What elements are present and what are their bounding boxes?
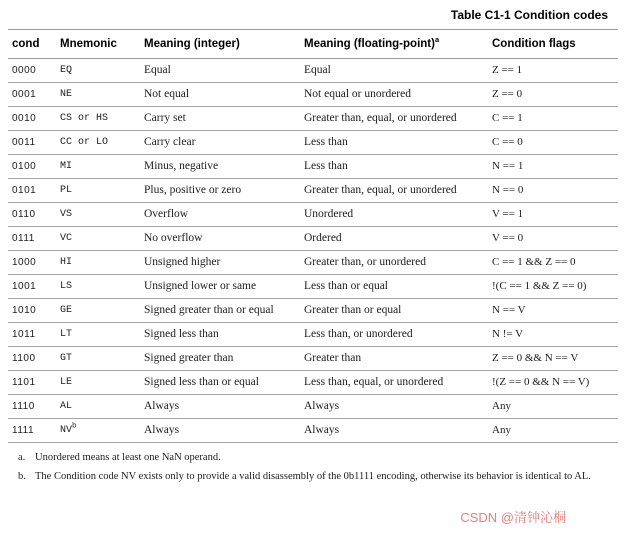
cell-text: 0110 [12, 208, 36, 220]
table-body [8, 59, 618, 443]
cell-meaning-floating-point [300, 107, 488, 131]
table-row [8, 179, 618, 203]
cell-cond [8, 83, 56, 107]
table-row [8, 227, 618, 251]
cell-meaning-floating-point [300, 419, 488, 443]
cell-condition-flags [488, 419, 618, 443]
cell-condition-flags [488, 395, 618, 419]
cell-meaning-floating-point [300, 299, 488, 323]
cell-cond [8, 419, 56, 443]
cell-text: LS [60, 280, 73, 292]
cell-meaning-integer [140, 395, 300, 419]
cell-text: Carry set [144, 112, 186, 124]
cell-text: CS or HS [60, 112, 109, 124]
cell-text: 0011 [12, 136, 36, 148]
table-row [8, 203, 618, 227]
cell-text: V == 0 [492, 232, 524, 244]
cell-text: PL [60, 184, 73, 196]
cell-text: 1101 [12, 376, 36, 388]
cell-cond [8, 203, 56, 227]
cell-text: AL [60, 400, 73, 412]
cell-text: Signed less than or equal [144, 376, 259, 388]
cell-text: VS [60, 208, 73, 220]
footnotes [18, 450, 593, 484]
table-row [8, 83, 618, 107]
cell-text: Not equal [144, 88, 190, 100]
cell-cond [8, 107, 56, 131]
cell-text: No overflow [144, 232, 203, 244]
cell-text: Plus, positive or zero [144, 184, 242, 196]
cell-condition-flags [488, 371, 618, 395]
cell-cond [8, 275, 56, 299]
cell-condition-flags [488, 347, 618, 371]
cell-meaning-integer [140, 299, 300, 323]
cell-text: Unordered [304, 208, 354, 220]
cell-meaning-integer [140, 227, 300, 251]
cell-condition-flags [488, 203, 618, 227]
cell-meaning-floating-point [300, 323, 488, 347]
cell-text: Always [144, 424, 180, 436]
cell-meaning-floating-point [300, 395, 488, 419]
cell-mnemonic [56, 395, 140, 419]
table-row [8, 347, 618, 371]
table-row [8, 275, 618, 299]
footnote-b [18, 469, 593, 484]
cell-mnemonic [56, 299, 140, 323]
footnote-a [18, 450, 593, 465]
cell-text: 1011 [12, 328, 36, 340]
cell-text: Greater than, or unordered [304, 256, 426, 268]
cell-text: Less than, equal, or unordered [304, 376, 444, 388]
header-condition-flags [488, 30, 618, 59]
cell-text: Greater than or equal [304, 304, 402, 316]
cell-meaning-integer [140, 179, 300, 203]
cell-meaning-integer [140, 83, 300, 107]
cell-mnemonic [56, 107, 140, 131]
header-row [8, 30, 618, 59]
cell-mnemonic [56, 155, 140, 179]
cell-cond [8, 155, 56, 179]
cell-meaning-floating-point [300, 155, 488, 179]
cell-text: 0000 [12, 64, 37, 76]
cell-text: Z == 1 [492, 64, 523, 76]
cell-meaning-floating-point [300, 59, 488, 83]
cell-condition-flags [488, 59, 618, 83]
footnote-text: The Condition code NV exists only to provide a valid disassembly of the 0b1111 encoding, otherwise its behavior is identical to AL. [35, 471, 591, 483]
cell-condition-flags [488, 179, 618, 203]
cell-text: Any [492, 424, 511, 436]
cell-meaning-integer [140, 107, 300, 131]
cell-text: LT [60, 328, 73, 340]
cell-mnemonic [56, 323, 140, 347]
cell-text: 1000 [12, 256, 37, 268]
condition-codes-table [8, 29, 618, 443]
cell-cond [8, 179, 56, 203]
cell-meaning-integer [140, 203, 300, 227]
cell-text: !(C == 1 && Z == 0) [492, 280, 587, 292]
cell-text: 1110 [12, 400, 35, 412]
header-label: Mnemonic [60, 38, 117, 50]
cell-cond [8, 59, 56, 83]
cell-meaning-integer [140, 419, 300, 443]
cell-meaning-integer [140, 251, 300, 275]
cell-text: MI [60, 160, 73, 172]
cell-mnemonic [56, 251, 140, 275]
cell-meaning-floating-point [300, 347, 488, 371]
header-cond [8, 30, 56, 59]
cell-condition-flags [488, 107, 618, 131]
cell-meaning-integer [140, 323, 300, 347]
cell-text: Unsigned higher [144, 256, 221, 268]
cell-text: Always [304, 400, 340, 412]
cell-text: Equal [304, 64, 331, 76]
cell-text: C == 1 && Z == 0 [492, 256, 576, 268]
table-row [8, 323, 618, 347]
cell-text: N == V [492, 304, 526, 316]
header-mnemonic [56, 30, 140, 59]
cell-meaning-floating-point [300, 83, 488, 107]
cell-text: Minus, negative [144, 160, 219, 172]
cell-text: VC [60, 232, 73, 244]
cell-text: CC or LO [60, 136, 109, 148]
cell-text: Less than [304, 160, 348, 172]
header-label: Condition flags [492, 38, 576, 50]
cell-text: Less than or equal [304, 280, 388, 292]
footnote-marker: b. [18, 471, 26, 483]
cell-text: Signed greater than [144, 352, 234, 364]
cell-text: N == 1 [492, 160, 524, 172]
cell-cond [8, 299, 56, 323]
cell-meaning-floating-point [300, 203, 488, 227]
cell-text: C == 1 [492, 112, 523, 124]
header-meaning-integer [140, 30, 300, 59]
cell-text: Greater than, equal, or unordered [304, 184, 457, 196]
table-row [8, 59, 618, 83]
cell-mnemonic [56, 131, 140, 155]
cell-mnemonic [56, 227, 140, 251]
cell-mnemonic [56, 83, 140, 107]
cell-text: Overflow [144, 208, 189, 220]
cell-mnemonic [56, 371, 140, 395]
cell-text: LE [60, 376, 73, 388]
cell-cond [8, 131, 56, 155]
cell-text: EQ [60, 64, 73, 76]
cell-text: GE [60, 304, 73, 316]
cell-meaning-floating-point [300, 227, 488, 251]
cell-text: N == 0 [492, 184, 524, 196]
cell-text: Greater than [304, 352, 362, 364]
table-row [8, 251, 618, 275]
cell-text: 0101 [12, 184, 37, 196]
cell-meaning-integer [140, 155, 300, 179]
cell-mnemonic [56, 275, 140, 299]
cell-meaning-floating-point [300, 179, 488, 203]
cell-text: GT [60, 352, 73, 364]
header-label: cond [12, 38, 40, 50]
cell-text: 1001 [12, 280, 37, 292]
table-row [8, 299, 618, 323]
cell-text: Less than [304, 136, 348, 148]
cell-text: Any [492, 400, 511, 412]
cell-meaning-floating-point [300, 131, 488, 155]
footnote-ref-b: b [72, 422, 77, 431]
cell-condition-flags [488, 251, 618, 275]
cell-condition-flags [488, 299, 618, 323]
cell-cond [8, 227, 56, 251]
cell-condition-flags [488, 323, 618, 347]
cell-condition-flags [488, 155, 618, 179]
cell-text: 0010 [12, 112, 37, 124]
cell-text: Unsigned lower or same [144, 280, 257, 292]
cell-text: 0111 [12, 232, 35, 244]
cell-text: Z == 0 [492, 88, 523, 100]
cell-cond [8, 251, 56, 275]
cell-meaning-integer [140, 131, 300, 155]
cell-meaning-integer [140, 275, 300, 299]
header-meaning-floating-point [300, 30, 488, 59]
cell-mnemonic [56, 419, 140, 443]
cell-cond [8, 323, 56, 347]
cell-text: V == 1 [492, 208, 524, 220]
footnote-marker: a. [18, 452, 26, 463]
cell-text: Always [304, 424, 340, 436]
cell-text: Carry clear [144, 136, 196, 148]
cell-text: 0001 [12, 88, 37, 100]
cell-text: Less than, or unordered [304, 328, 413, 340]
cell-meaning-integer [140, 59, 300, 83]
table-row [8, 107, 618, 131]
footnote-text: Unordered means at least one NaN operand. [35, 452, 221, 463]
cell-text: Ordered [304, 232, 342, 244]
cell-cond [8, 395, 56, 419]
watermark: CSDN @清钟沁桐 [460, 510, 566, 525]
cell-text: 1111 [12, 424, 35, 436]
cell-condition-flags [488, 131, 618, 155]
cell-mnemonic [56, 347, 140, 371]
cell-text: Signed greater than or equal [144, 304, 274, 316]
cell-text: !(Z == 0 && N == V) [492, 376, 590, 388]
header-label: Meaning (floating-point) [304, 38, 435, 50]
cell-meaning-floating-point [300, 251, 488, 275]
cell-text: Always [144, 400, 180, 412]
cell-text: N != V [492, 328, 524, 340]
table-row [8, 155, 618, 179]
table-row [8, 131, 618, 155]
cell-text: Equal [144, 64, 171, 76]
cell-cond [8, 371, 56, 395]
cell-text: NE [60, 88, 73, 100]
cell-text: 1100 [12, 352, 36, 364]
cell-mnemonic [56, 179, 140, 203]
cell-meaning-integer [140, 371, 300, 395]
cell-condition-flags [488, 83, 618, 107]
cell-mnemonic [56, 203, 140, 227]
table-row [8, 419, 618, 443]
cell-text: 0100 [12, 160, 37, 172]
header-label: Meaning (integer) [144, 38, 240, 50]
table-row [8, 371, 618, 395]
cell-meaning-floating-point [300, 275, 488, 299]
cell-text: NV [60, 424, 73, 436]
cell-text: HI [60, 256, 73, 268]
cell-text: Signed less than [144, 328, 219, 340]
footnote-ref-a: a [434, 35, 440, 45]
table-row [8, 395, 618, 419]
cell-text: Z == 0 && N == V [492, 352, 579, 364]
cell-meaning-integer [140, 347, 300, 371]
cell-text: 1010 [12, 304, 37, 316]
cell-text: Greater than, equal, or unordered [304, 112, 457, 124]
cell-cond [8, 347, 56, 371]
cell-meaning-floating-point [300, 371, 488, 395]
cell-text: Not equal or unordered [304, 88, 411, 100]
table-title: Table C1-1 Condition codes [450, 8, 608, 22]
cell-condition-flags [488, 227, 618, 251]
cell-condition-flags [488, 275, 618, 299]
cell-mnemonic [56, 59, 140, 83]
cell-text: C == 0 [492, 136, 523, 148]
